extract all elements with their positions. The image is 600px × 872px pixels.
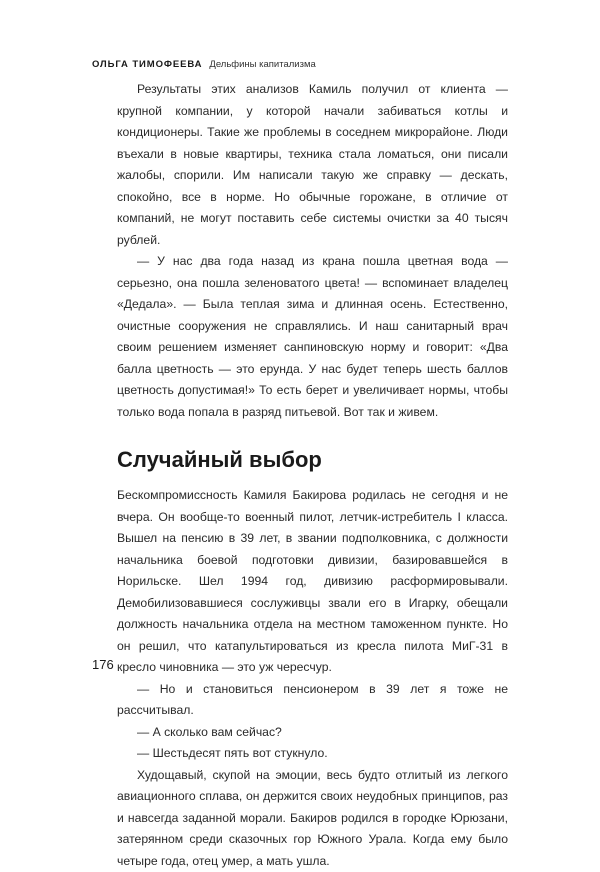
page-body <box>117 79 508 872</box>
section-heading: Случайный выбор <box>117 445 508 475</box>
paragraph: Бескомпромиссность Камиля Бакирова родилась не сегодня и не вчера. Он вообще-то военный пилот, летчик-истребитель I класса. Вышел на пенсию в 39 лет, в звании подполковника, с должности начальника боевой подготовки дивизии, базировавшейся в Норильске. Шел 1994 год, дивизию расформировывали. Демобилизовавшиеся сослуживцы звали его в Игарку, обещали должность начальника отдела на местном таможенном пункте. Но он решил, что катапультироваться из кресла пилота МиГ-31 в кресло чиновника — это уж чересчур. <box>117 485 508 679</box>
page-number: 176 <box>92 655 114 675</box>
paragraph: Результаты этих анализов Камиль получил от клиента — крупной компании, у которой начали забиваться котлы и кондиционеры. Такие же проблемы в соседнем микрорайоне. Люди въехали в новые квартиры, техника стала ломаться, они писали жалобы, спорили. Им написали такую же справку — дескать, спокойно, все в норме. Но обычные горожане, в отличие от компаний, не могут поставить себе системы очистки за 40 тысяч рублей. <box>117 79 508 251</box>
header-book-title: Дельфины капитализма <box>209 59 315 70</box>
paragraph: — А сколько вам сейчас? <box>117 722 508 744</box>
paragraph: — Но и становиться пенсионером в 39 лет я тоже не рассчитывал. <box>117 679 508 722</box>
paragraph: — У нас два года назад из крана пошла цветная вода — серьезно, она пошла зеленоватого цвета! — вспоминает владелец «Дедала». — Была теплая зима и длинная осень. Естественно, очистные сооружения не справлялись. И наш санитарный врач своим решением изменяет санпиновскую норму и говорит: «Два балла цветность — это ерунда. У нас будет теперь шесть баллов цветность допустимая!» То есть берет и увеличивает нормы, чтобы только вода попала в разряд питьевой. Вот так и живем. <box>117 251 508 423</box>
paragraph: — Шестьдесят пять вот стукнуло. <box>117 743 508 765</box>
running-header <box>92 55 552 75</box>
header-author: ОЛЬГА ТИМОФЕЕВА <box>92 59 202 70</box>
paragraph: Худощавый, скупой на эмоции, весь будто отлитый из легкого авиационного сплава, он держится своих неудобных принципов, раз и навсегда заданной морали. Бакиров родился в городке Юрюзани, затерянном среди сказочных гор Южного Урала. Когда ему было четыре года, отец умер, а мать ушла. <box>117 765 508 872</box>
